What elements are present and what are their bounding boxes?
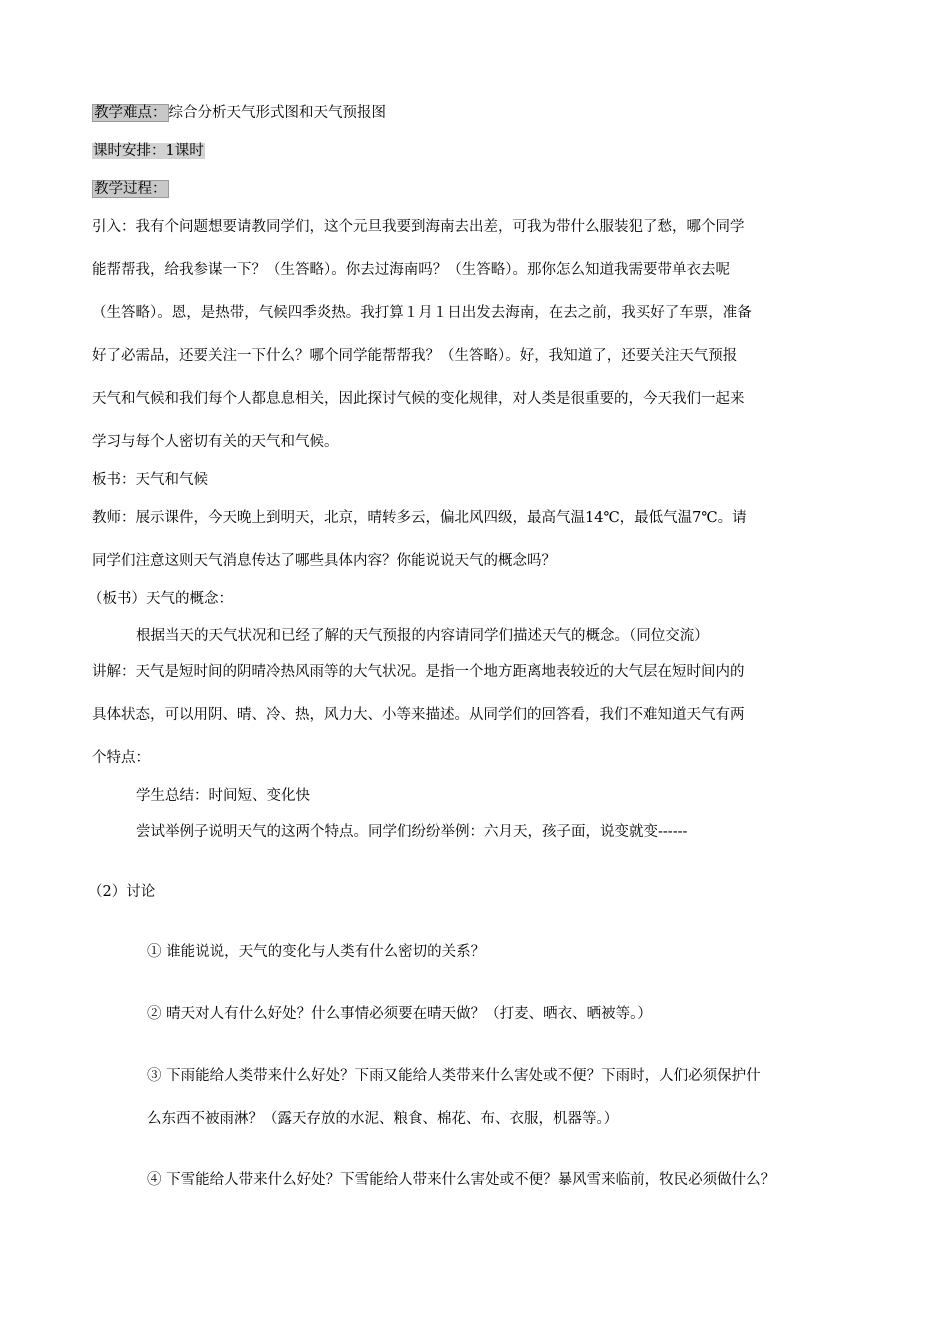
board-title: 板书：天气和气候 — [92, 472, 208, 488]
question-1: ① 谁能说说，天气的变化与人类有什么密切的关系？ — [147, 944, 486, 960]
process-label: 教学过程： — [94, 181, 167, 197]
intro-line-5: 天气和气候和我们每个人都息息相关，因此探讨气候的变化规律，对人类是很重要的，今天我们一起来 — [92, 391, 745, 407]
question-3-line-2: 么东西不被雨淋？（露天存放的水泥、粮食、棉花、布、衣服，机器等。） — [147, 1111, 619, 1127]
teaching-process — [92, 179, 169, 199]
teacher-line-2: 同学们注意这则天气消息传达了哪些具体内容？你能说说天气的概念吗？ — [92, 553, 556, 569]
question-2: ② 晴天对人有什么好处？什么事情必须要在晴天做？（打麦、晒衣、晒被等。） — [147, 1006, 652, 1022]
difficulty-label: 教学难点： — [94, 105, 167, 121]
group-discussion: 根据当天的天气状况和已经了解的天气预报的内容请同学们描述天气的概念。（同位交流） — [136, 628, 709, 644]
question-4: ④ 下雪能给人带来什么好处？下雪能给人带来什么害处或不便？暴风雪来临前，牧民必须做什么？ — [147, 1172, 776, 1188]
explain-line-3: 个特点： — [92, 750, 150, 766]
student-summary: 学生总结：时间短、变化快 — [136, 788, 310, 804]
class-schedule — [92, 141, 205, 161]
schedule-text: 课时安排：1课时 — [93, 143, 204, 159]
explain-line-2: 具体状态，可以用阴、晴、冷、热，风力大、小等来描述。从同学们的回答看，我们不难知道天气有两 — [92, 707, 745, 723]
teacher-line-1: 教师：展示课件，今天晚上到明天，北京，晴转多云，偏北风四级，最高气温14℃，最低气温7℃。请 — [92, 510, 747, 526]
explain-line-1: 讲解：天气是短时间的阴晴冷热风雨等的大气状况。是指一个地方距离地表较近的大气层在短时间内的 — [92, 664, 745, 680]
example-text: 尝试举例子说明天气的这两个特点。同学们纷纷举例：六月天，孩子面，说变就变------ — [136, 824, 688, 840]
intro-line-1: 引入：我有个问题想要请教同学们，这个元旦我要到海南去出差，可我为带什么服装犯了愁，哪个同学 — [92, 219, 745, 235]
intro-line-6: 学习与每个人密切有关的天气和气候。 — [92, 434, 339, 450]
intro-line-2: 能帮帮我，给我参谋一下？（生答略）。你去过海南吗？（生答略）。那你怎么知道我需要带单衣去呢 — [92, 262, 730, 278]
difficulty-text: 综合分析天气形式图和天气预报图 — [168, 105, 386, 121]
intro-line-4: 好了必需品，还要关注一下什么？哪个同学能帮帮我？（生答略）。好，我知道了，还要关注天气预报 — [92, 348, 738, 364]
intro-line-3: （生答略）。恩，是热带，气候四季炎热。我打算１月１日出发去海南，在去之前，我买好了车票，准备 — [92, 305, 752, 321]
teaching-difficulty — [92, 103, 386, 123]
question-3-line-1: ③ 下雨能给人类带来什么好处？下雨又能给人类带来什么害处或不便？下雨时，人们必须保护什 — [147, 1068, 761, 1084]
board-concept: （板书）天气的概念： — [88, 591, 233, 607]
discussion-title: （2）讨论 — [88, 884, 156, 900]
